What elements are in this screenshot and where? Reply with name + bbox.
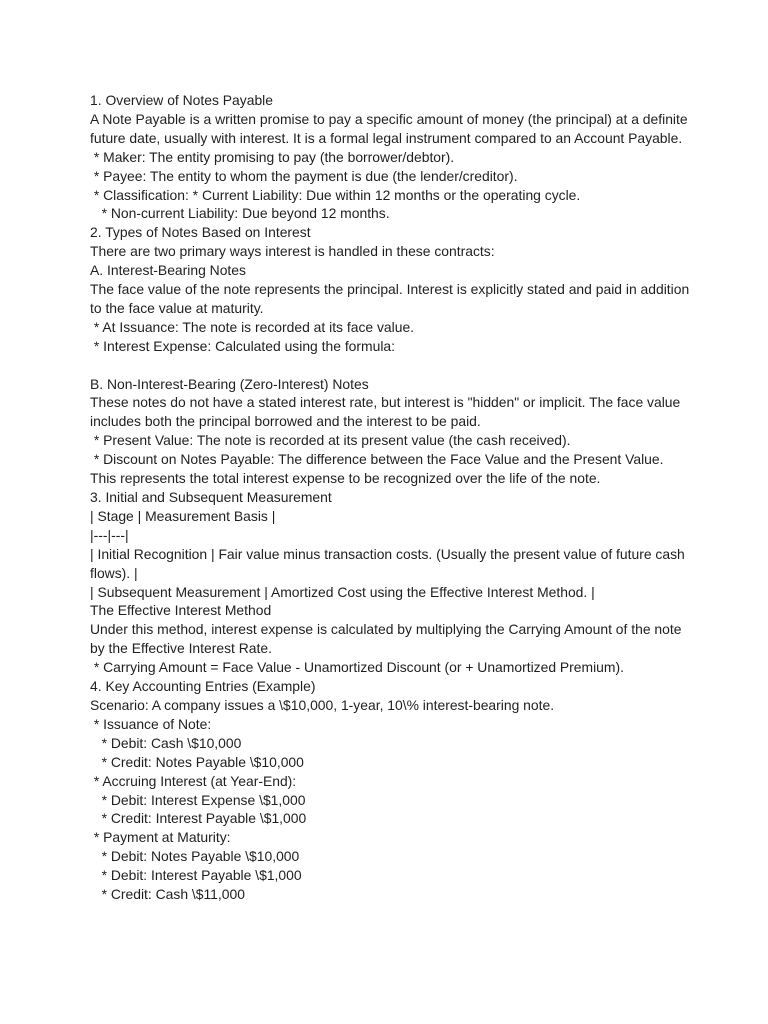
sub-bullet-item: * Non-current Liability: Due beyond 12 months. xyxy=(90,205,390,222)
subsection-heading: The Effective Interest Method xyxy=(90,602,272,619)
bullet-item: * Discount on Notes Payable: The difference between the Face Value and the Present Value. This represents the total interest expense to be recognized over the life of the note. xyxy=(90,451,668,487)
bullet-item: * Classification: * Current Liability: Due within 12 months or the operating cycle. xyxy=(90,186,581,203)
bullet-item: * Maker: The entity promising to pay (the borrower/debtor). xyxy=(90,148,455,165)
paragraph: There are two primary ways interest is handled in these contracts: xyxy=(90,243,495,260)
paragraph: Under this method, interest expense is calculated by multiplying the Carrying Amount of the note by the Effective Interest Rate. xyxy=(90,621,686,657)
table-row-text: | Subsequent Measurement | Amortized Cost using the Effective Interest Method. | xyxy=(90,583,595,600)
subsection-heading: B. Non-Interest-Bearing (Zero-Interest) Notes xyxy=(90,375,369,392)
bullet-item: * Issuance of Note: xyxy=(90,715,212,732)
section-heading: 4. Key Accounting Entries (Example) xyxy=(90,678,316,695)
sub-bullet-item: * Debit: Interest Payable \$1,000 xyxy=(90,867,302,884)
section-heading: 3. Initial and Subsequent Measurement xyxy=(90,489,332,506)
sub-bullet-item: * Debit: Interest Expense \$1,000 xyxy=(90,791,306,808)
bullet-item: * At Issuance: The note is recorded at its face value. xyxy=(90,318,415,335)
bullet-item: * Interest Expense: Calculated using the formula: xyxy=(90,337,395,354)
section-heading: 1. Overview of Notes Payable xyxy=(90,92,273,108)
subsection-heading: A. Interest-Bearing Notes xyxy=(90,262,246,279)
table-row-text: |---|---| xyxy=(90,526,129,543)
table-row-text: | Stage | Measurement Basis | xyxy=(90,507,276,524)
bullet-item: * Accruing Interest (at Year-End): xyxy=(90,772,297,789)
bullet-item: * Payment at Maturity: xyxy=(90,829,231,846)
paragraph: Scenario: A company issues a \$10,000, 1-year, 10\% interest-bearing note. xyxy=(90,696,555,713)
bullet-item: * Present Value: The note is recorded at its present value (the cash received). xyxy=(90,432,571,449)
bullet-item: * Carrying Amount = Face Value - Unamortized Discount (or + Unamortized Premium). xyxy=(90,659,624,676)
document-body xyxy=(90,91,694,904)
paragraph: A Note Payable is a written promise to pay a specific amount of money (the principal) at a definite future date, usually with interest. It is a formal legal instrument compared to an Account Payable. xyxy=(90,110,692,146)
section-heading: 2. Types of Notes Based on Interest xyxy=(90,224,311,241)
sub-bullet-item: * Credit: Cash \$11,000 xyxy=(90,886,245,903)
sub-bullet-item: * Debit: Notes Payable \$10,000 xyxy=(90,848,300,865)
bullet-item: * Payee: The entity to whom the payment is due (the lender/creditor). xyxy=(90,167,518,184)
sub-bullet-item: * Credit: Notes Payable \$10,000 xyxy=(90,753,304,770)
blank-line xyxy=(90,356,690,375)
sub-bullet-item: * Debit: Cash \$10,000 xyxy=(90,734,242,751)
table-row-text: | Initial Recognition | Fair value minus transaction costs. (Usually the present value of future cash flows). | xyxy=(90,545,689,581)
paragraph: The face value of the note represents the principal. Interest is explicitly stated and paid in addition to the face value at maturity. xyxy=(90,281,694,316)
paragraph: These notes do not have a stated interest rate, but interest is "hidden" or implicit. The face value includes both the principal borrowed and the interest to be paid. xyxy=(90,394,685,430)
sub-bullet-item: * Credit: Interest Payable \$1,000 xyxy=(90,810,307,827)
